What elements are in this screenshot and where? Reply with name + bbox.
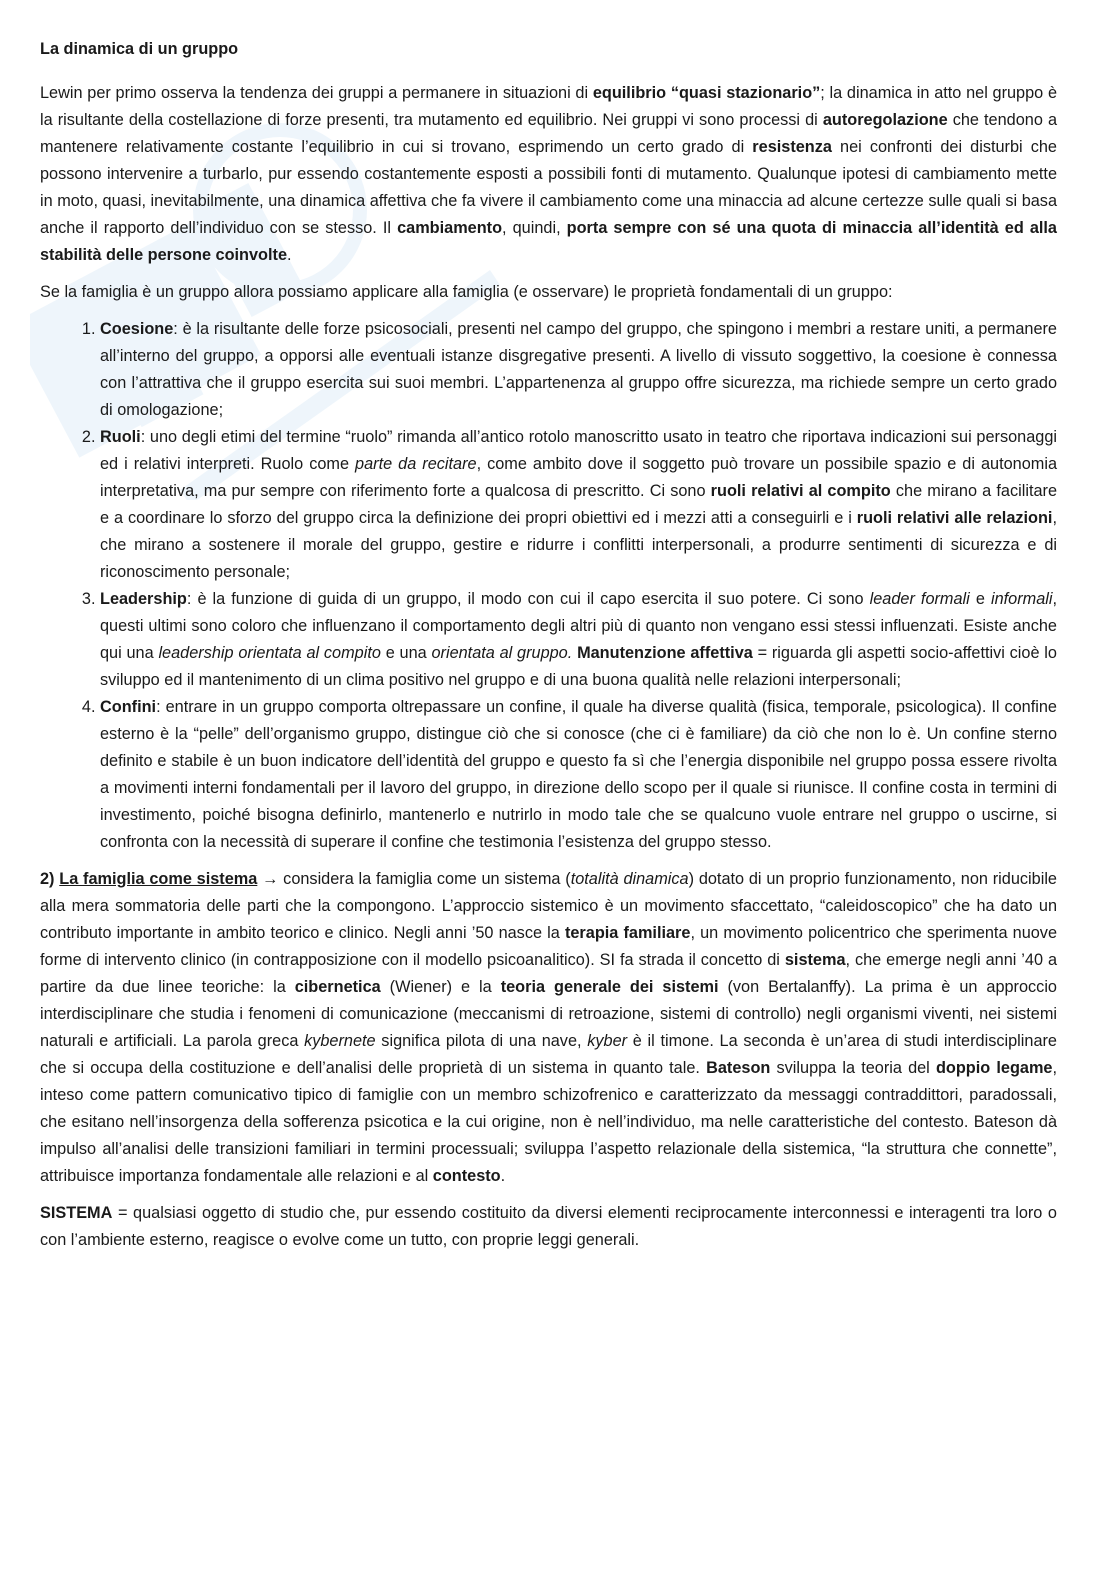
- text: , che emerge negli anni ’40 a partire da due linee teoriche: la: [40, 951, 1057, 996]
- bold-term: cambiamento: [397, 219, 503, 237]
- bold-term: 2): [40, 870, 60, 888]
- bold-term: terapia familiare: [564, 924, 691, 942]
- italic-term: totalità dinamica: [570, 870, 689, 888]
- text: significa pilota di una nave,: [375, 1032, 588, 1050]
- text: : è la funzione di guida di un gruppo, il modo con cui il capo esercita il suo potere. Ci sono: [186, 590, 870, 608]
- text: sviluppa la teoria del: [770, 1059, 936, 1077]
- text: , quindi,: [502, 219, 567, 237]
- text: ) dotato di un proprio funzionamento, non riducibile alla mera sommatoria delle parti che la compongono. L’approccio sistemico è un movimento sfaccettato, “caleidoscopico” che ha dato un contributo importante in ambito teorico e clinico. Negli anni ’50 nasce la: [40, 870, 1057, 942]
- paragraph-sistema-definition: [40, 1200, 1057, 1254]
- list-item-coesione: [100, 316, 1057, 424]
- text: e: [969, 590, 991, 608]
- text: Lewin per primo osserva la tendenza dei gruppi a permanere in situazioni di: [40, 84, 593, 102]
- bold-term: equilibrio “quasi stazionario”: [592, 84, 821, 102]
- section-title: La dinamica di un gruppo: [40, 40, 239, 58]
- text: è il timone. La seconda è un’area di studi interdisciplinare che si occupa della costituzione e dell’analisi delle proprietà di un sistema in quanto tale.: [40, 1032, 1057, 1077]
- bold-term: teoria generale dei sistemi: [500, 978, 719, 996]
- text: e una: [380, 644, 432, 662]
- list-item-leadership: [100, 586, 1057, 694]
- italic-term: parte da recitare: [355, 455, 477, 473]
- text: , che mirano a sostenere il morale del gruppo, gestire e ridurre i conflitti interpersonali, a produrre sentimenti di sicurezza e di riconoscimento personale;: [100, 509, 1057, 581]
- text: : uno degli etimi del termine “ruolo” rimanda all’antico rotolo manoscritto usato in teatro che riportava indicazioni sui personaggi ed i relativi interpreti. Ruolo come: [100, 428, 1057, 473]
- bold-term: contesto: [432, 1167, 501, 1185]
- italic-term: orientata al gruppo.: [431, 644, 573, 662]
- text: (von Bertalanffy). La prima è un approccio interdisciplinare che studia i fenomeni di comunicazione (meccanismi di retroazione, sistemi di controllo) negli organismi viventi, nei sistemi naturali e artificiali. La parola greca: [40, 978, 1057, 1050]
- group-properties-list: [40, 316, 1057, 856]
- text: = qualsiasi oggetto di studio che, pur essendo costituito da diversi elementi reciprocamente interconnessi e interagenti tra loro o con l’ambiente esterno, reagisce o evolve come un tutto, con proprie leggi generali.: [40, 1204, 1057, 1249]
- italic-term: leader formali: [869, 590, 970, 608]
- section-heading-underlined: La famiglia come sistema: [59, 870, 258, 888]
- list-item-ruoli: [100, 424, 1057, 586]
- bold-term: porta sempre con sé una quota di minaccia all’identità ed alla stabilità delle persone coinvolte: [40, 219, 1057, 264]
- bold-term: sistema: [784, 951, 846, 969]
- bold-term: resistenza: [752, 138, 832, 156]
- text: → considera la famiglia come un sistema (: [257, 870, 571, 888]
- italic-term: kybernete: [304, 1032, 376, 1050]
- text: , come ambito dove il soggetto può trovare un possibile spazio e di autonomia interpretativa, ma pur sempre con riferimento forte a qualcosa di prescritto. Ci sono: [100, 455, 1057, 500]
- bold-term: cibernetica: [294, 978, 381, 996]
- paragraph-famiglia-sistema: [40, 866, 1057, 1190]
- text: : entrare in un gruppo comporta oltrepassare un confine, il quale ha diverse qualità (fisica, temporale, psicologica). Il confine esterno è la “pelle” dell’organismo gruppo, distingue ciò che si conosce (che ci è familiare) da ciò che non lo è. Un confine sterno definito e stabile è un buon indicatore dell’identità del gruppo e questo fa sì che l’energia disponibile nel gruppo possa essere rivolta a movimenti interni fondamentali per il lavoro del gruppo, in direzione dello scopo per il quale si riunisce. Il confine costa in termini di investimento, poiché bisogna definirlo, mantenerlo e nutrirlo in modo tale che se qualcuno vuole entrare nel gruppo o uscirne, si confronta con la necessità di superare il confine che testimonia l’esistenza del gruppo stesso.: [100, 698, 1057, 851]
- bold-term: Ruoli: [100, 428, 141, 446]
- paragraph-intro-list: Se la famiglia è un gruppo allora possiamo applicare alla famiglia (e osservare) le proprietà fondamentali di un gruppo:: [40, 283, 893, 301]
- list-item-confini: [100, 694, 1057, 856]
- text: , un movimento policentrico che sperimenta nuove forme di intervento clinico (in contrapposizione con il modello psicoanalitico). SI fa strada il concetto di: [40, 924, 1057, 969]
- text: = riguarda gli aspetti socio-affettivi cioè lo sviluppo ed il mantenimento di un clima positivo nel gruppo e di una buona qualità nelle relazioni interpersonali;: [100, 644, 1057, 689]
- bold-term: SISTEMA: [40, 1204, 113, 1222]
- bold-term: ruoli relativi alle relazioni: [856, 509, 1053, 527]
- bold-term: Leadership: [100, 590, 187, 608]
- text: (Wiener) e la: [380, 978, 501, 996]
- text: ; la dinamica in atto nel gruppo è la risultante della costellazione di forze presenti, tra mutamento ed equilibrio. Nei gruppi vi sono processi di: [40, 84, 1057, 129]
- paragraph-lewin: [40, 80, 1057, 269]
- bold-term: autoregolazione: [822, 111, 948, 129]
- text: , questi ultimi sono coloro che influenzano il comportamento degli altri più di quanto non vengano essi stessi influenzati. Esiste anche qui una: [100, 590, 1058, 662]
- bold-term: doppio legame: [935, 1059, 1053, 1077]
- bold-term: Manutenzione affettiva: [577, 644, 753, 662]
- document-page: [40, 36, 1057, 1264]
- bold-term: Coesione: [100, 320, 174, 338]
- italic-term: kyber: [587, 1032, 628, 1050]
- italic-term: leadership orientata al compito: [158, 644, 381, 662]
- text: .: [500, 1167, 506, 1185]
- text: : è la risultante delle forze psicosociali, presenti nel campo del gruppo, che spingono i membri a restare uniti, a permanere all’interno del gruppo, a opporsi alle eventuali istanze disgregative presenti. A livello di vissuto soggettivo, la coesione è connessa con l’attrattiva che il gruppo esercita sui suoi membri. L’appartenenza al gruppo offre sicurezza, ma richiede sempre un certo grado di omologazione;: [100, 320, 1057, 419]
- text: che tendono a mantenere relativamente costante l’equilibrio in cui si trovano, esprimendo un certo grado di: [40, 111, 1057, 156]
- text: che mirano a facilitare e a coordinare lo sforzo del gruppo circa la definizione dei propri obiettivi ed i mezzi atti a conseguirli e i: [100, 482, 1057, 527]
- bold-term: Confini: [100, 698, 157, 716]
- text: , inteso come pattern comunicativo tipico di famiglie con un membro schizofrenico e caratterizzato da messaggi contraddittori, paradossali, che esitano nell’insorgenza della sofferenza psicotica e la cui origine, non è nell’individuo, ma nelle caratteristiche del contesto. Bateson dà impulso all’analisi delle transizioni familiari in termini processuali; sviluppa l’aspetto relazionale della sistemica, “la struttura che connette”, attribuisce importanza fondamentale alle relazioni e al: [40, 1059, 1058, 1185]
- bold-term: ruoli relativi al compito: [710, 482, 891, 500]
- text: .: [287, 246, 292, 264]
- bold-term: Bateson: [706, 1059, 771, 1077]
- text: nei confronti dei disturbi che possono intervenire a turbarlo, pur essendo costantemente esposti a possibili fonti di mutamento. Qualunque ipotesi di cambiamento mette in moto, quasi, inevitabilmente, una dinamica affettiva che fa vivere il cambiamento come una minaccia ad alcune certezze sulle quali si basa anche il rapporto dell’individuo con se stesso. Il: [40, 138, 1057, 237]
- italic-term: informali: [990, 590, 1053, 608]
